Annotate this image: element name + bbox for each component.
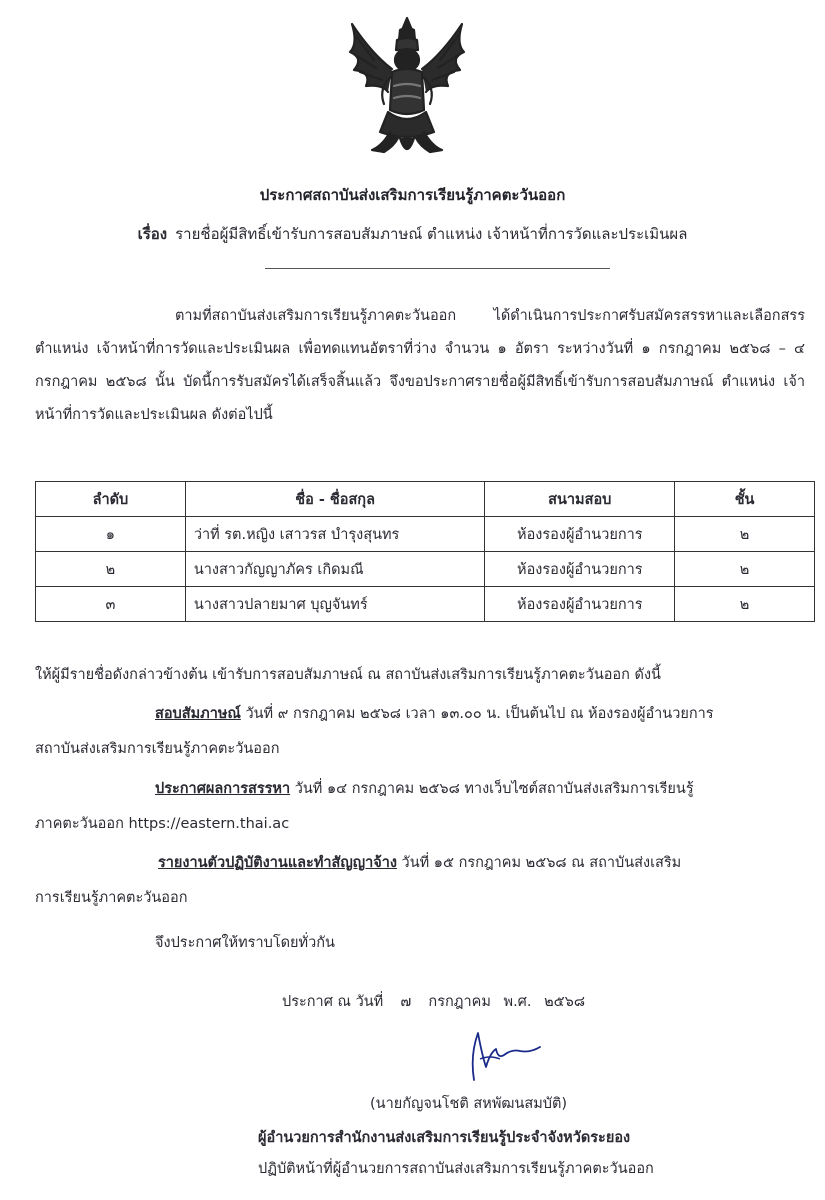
signatory-name: (นายกัญจนโชติ สหพัฒนสมบัติ) bbox=[370, 1096, 568, 1112]
schedule-report bbox=[158, 851, 681, 874]
date-line bbox=[282, 990, 585, 1013]
date-era: พ.ศ. bbox=[503, 994, 532, 1010]
candidate-table bbox=[35, 481, 815, 622]
table-header-row bbox=[36, 482, 815, 517]
cell-venue: ห้องรองผู้อำนวยการ bbox=[485, 517, 675, 552]
schedule-results-heading: ประกาศผลการสรรหา bbox=[155, 781, 291, 797]
cell-order: ๓ bbox=[36, 587, 186, 622]
after-table-text: ให้ผู้มีรายชื่อดังกล่าวข้างต้น เข้ารับการสอบสัมภาษณ์ ณ สถาบันส่งเสริมการเรียนรู้ภาคตะวันออก ดังนี้ bbox=[35, 667, 661, 683]
cell-order: ๑ bbox=[36, 517, 186, 552]
schedule-results-text: วันที่ ๑๔ กรกฎาคม ๒๕๖๘ ทางเว็บไซต์สถาบันส่งเสริมการเรียนรู้ bbox=[290, 781, 694, 797]
schedule-results bbox=[155, 777, 694, 800]
cell-name: นางสาวกัญญาภัคร เกิดมณี bbox=[185, 552, 485, 587]
title-divider bbox=[265, 268, 610, 269]
cell-name: นางสาวปลายมาศ บุญจันทร์ bbox=[185, 587, 485, 622]
table-row bbox=[36, 517, 815, 552]
cell-order: ๒ bbox=[36, 552, 186, 587]
announcement-title: ประกาศสถาบันส่งเสริมการเรียนรู้ภาคตะวันออก bbox=[259, 186, 566, 204]
schedule-interview-heading: สอบสัมภาษณ์ bbox=[155, 706, 241, 722]
closing-text: จึงประกาศให้ทราบโดยทั่วกัน bbox=[155, 935, 335, 951]
date-prefix: ประกาศ ณ วันที่ bbox=[282, 994, 384, 1010]
date-month: กรกฎาคม bbox=[428, 994, 491, 1010]
date-day: ๗ bbox=[400, 994, 412, 1010]
cell-name: ว่าที่ รต.หญิง เสาวรส บำรุงสุนทร bbox=[185, 517, 485, 552]
schedule-interview bbox=[155, 702, 714, 725]
table-row bbox=[36, 587, 815, 622]
signatory-position-1: ผู้อำนวยการสำนักงานส่งเสริมการเรียนรู้ประจำจังหวัดระยอง bbox=[258, 1130, 631, 1146]
subject-text: รายชื่อผู้มีสิทธิ์เข้ารับการสอบสัมภาษณ์ ตำแหน่ง เจ้าหน้าที่การวัดและประเมินผล bbox=[175, 225, 688, 243]
signature-mark-icon bbox=[460, 1025, 550, 1085]
garuda-emblem-icon bbox=[344, 14, 470, 164]
schedule-interview-text2: สถาบันส่งเสริมการเรียนรู้ภาคตะวันออก bbox=[35, 741, 280, 757]
announcement-subject bbox=[0, 222, 825, 246]
table-row bbox=[36, 552, 815, 587]
cell-floor: ๒ bbox=[675, 587, 815, 622]
schedule-report-text2: การเรียนรู้ภาคตะวันออก bbox=[35, 890, 188, 906]
column-header-floor: ชั้น bbox=[675, 482, 815, 517]
intro-paragraph: ตามที่สถาบันส่งเสริมการเรียนรู้ภาคตะวันออก ได้ดำเนินการประกาศรับสมัครสรรหาและเลือกสรร ตำแหน่ง เจ้าหน้าที่การวัดและประเมินผล เพื่อทดแทนอัตราที่ว่าง จำนวน ๑ อัตรา ระหว่างวันที่ ๑ กรกฎาคม ๒๕๖๘ – ๔ กรกฎาคม ๒๕๖๘ นั้น บัดนี้การรับสมัครได้เสร็จสิ้นแล้ว จึงขอประกาศรายชื่อผู้มีสิทธิ์เข้ารับการสอบสัมภาษณ์ ตำแหน่ง เจ้าหน้าที่การวัดและประเมินผล ดังต่อไปนี้ bbox=[35, 308, 805, 423]
subject-label: เรื่อง bbox=[137, 225, 168, 243]
schedule-report-heading: รายงานตัวปฏิบัติงานและทำสัญญาจ้าง bbox=[158, 855, 397, 871]
column-header-order: ลำดับ bbox=[36, 482, 186, 517]
cell-venue: ห้องรองผู้อำนวยการ bbox=[485, 552, 675, 587]
column-header-name: ชื่อ - ชื่อสกุล bbox=[185, 482, 485, 517]
column-header-venue: สนามสอบ bbox=[485, 482, 675, 517]
schedule-results-text2: ภาคตะวันออก https://eastern.thai.ac bbox=[35, 816, 290, 832]
cell-floor: ๒ bbox=[675, 552, 815, 587]
schedule-report-text: วันที่ ๑๕ กรกฎาคม ๒๕๖๘ ณ สถาบันส่งเสริม bbox=[396, 855, 682, 871]
date-year: ๒๕๖๘ bbox=[544, 994, 586, 1010]
signatory-position-2: ปฏิบัติหน้าที่ผู้อำนวยการสถาบันส่งเสริมการเรียนรู้ภาคตะวันออก bbox=[258, 1161, 654, 1177]
cell-floor: ๒ bbox=[675, 517, 815, 552]
schedule-interview-text: วันที่ ๙ กรกฎาคม ๒๕๖๘ เวลา ๑๓.๐๐ น. เป็นต้นไป ณ ห้องรองผู้อำนวยการ bbox=[240, 706, 714, 722]
cell-venue: ห้องรองผู้อำนวยการ bbox=[485, 587, 675, 622]
